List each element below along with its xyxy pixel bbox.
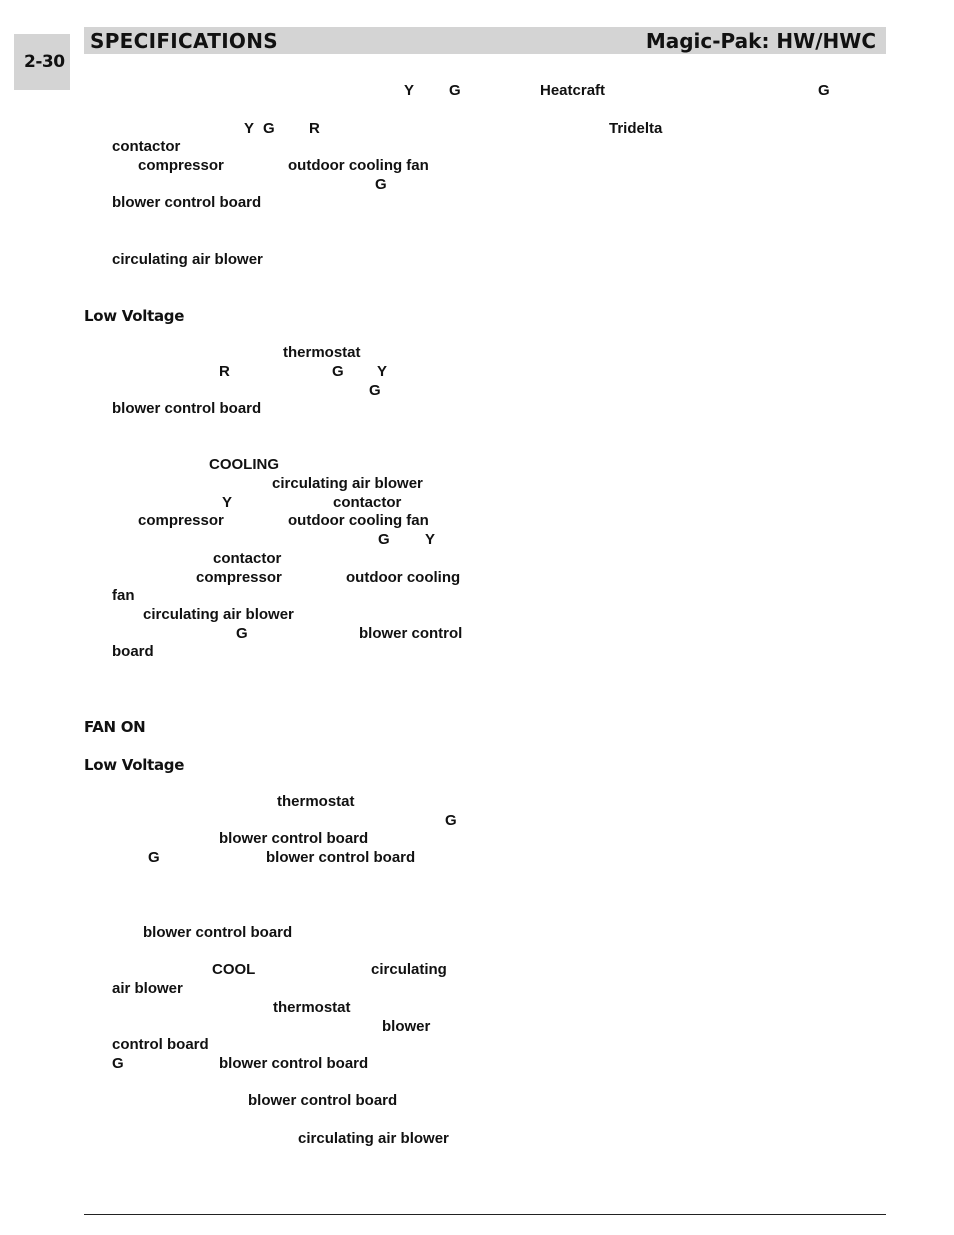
text-fragment: contactor [213, 550, 282, 567]
text-fragment: thermostat [273, 999, 351, 1016]
text-fragment: G [263, 120, 275, 137]
text-fragment: blower control board [112, 194, 262, 211]
text-fragment: board [112, 643, 154, 660]
text-fragment: blower control board [112, 400, 262, 417]
text-fragment: G [369, 382, 381, 399]
text-fragment: G [818, 82, 830, 99]
section-title: SPECIFICATIONS [90, 29, 278, 53]
text-fragment: Y [222, 494, 233, 511]
text-fragment: G [378, 531, 390, 548]
footer-rule [84, 1214, 886, 1215]
text-fragment: control board [112, 1036, 209, 1053]
heading-fan-on: FAN ON [84, 718, 146, 736]
text-fragment: outdoor cooling fan [288, 512, 429, 529]
text-fragment: circulating air blower [298, 1130, 449, 1147]
text-fragment: Y [425, 531, 436, 548]
text-fragment: blower control board [219, 830, 369, 847]
text-fragment: fan [112, 587, 135, 604]
text-fragment: compressor [138, 157, 224, 174]
text-fragment: G [236, 625, 248, 642]
text-fragment: G [375, 176, 387, 193]
text-fragment: circulating air blower [272, 475, 423, 492]
text-fragment: COOL [212, 961, 256, 978]
text-fragment: Y [377, 363, 388, 380]
text-fragment: blower control board [266, 849, 416, 866]
text-fragment: compressor [196, 569, 282, 586]
text-fragment: G [112, 1055, 124, 1072]
text-fragment: contactor [112, 138, 181, 155]
text-fragment: blower control board [143, 924, 293, 941]
text-fragment: circulating [371, 961, 447, 978]
text-fragment: G [332, 363, 344, 380]
text-fragment: air blower [112, 980, 183, 997]
text-fragment: blower control board [219, 1055, 369, 1072]
page-number: 2-30 [24, 52, 65, 72]
text-fragment: G [445, 812, 457, 829]
text-fragment: thermostat [283, 344, 361, 361]
text-fragment: thermostat [277, 793, 355, 810]
text-fragment: Y [244, 120, 255, 137]
text-fragment: contactor [333, 494, 402, 511]
text-fragment: blower control board [248, 1092, 398, 1109]
heading-low-voltage: Low Voltage [84, 756, 185, 774]
text-fragment: compressor [138, 512, 224, 529]
text-fragment: circulating air blower [112, 251, 263, 268]
text-fragment: blower control [359, 625, 463, 642]
text-fragment: R [309, 120, 320, 137]
text-fragment: R [219, 363, 230, 380]
text-fragment: outdoor cooling [346, 569, 461, 586]
text-fragment: outdoor cooling fan [288, 157, 429, 174]
text-fragment: Tridelta [609, 120, 663, 137]
text-fragment: COOLING [209, 456, 279, 473]
text-fragment: Heatcraft [540, 82, 606, 99]
text-fragment: circulating air blower [143, 606, 294, 623]
text-fragment: blower [382, 1018, 431, 1035]
text-fragment: Y [404, 82, 415, 99]
heading-low-voltage: Low Voltage [84, 307, 185, 325]
product-title: Magic-Pak: HW/HWC [645, 29, 876, 53]
text-fragment: G [449, 82, 461, 99]
text-fragment: G [148, 849, 160, 866]
